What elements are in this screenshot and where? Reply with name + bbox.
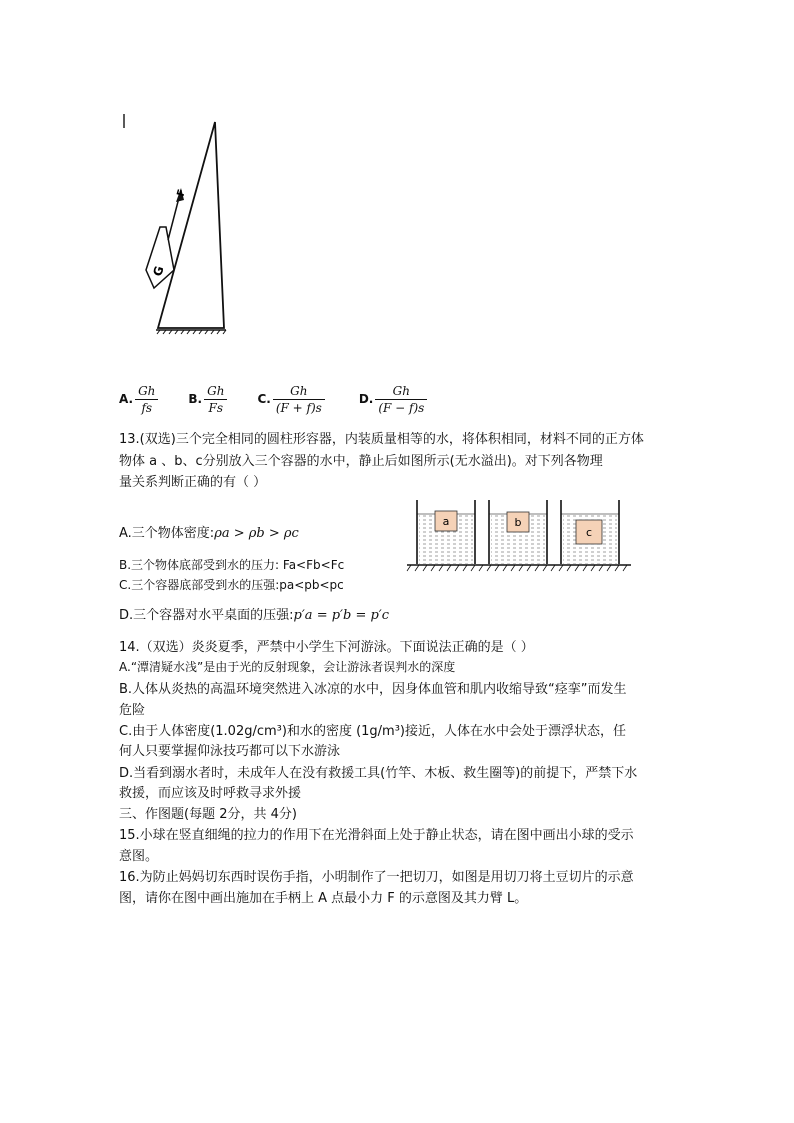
q16-line1: 16.为防止妈妈切东西时误伤手指，小明制作了一把切刀，如图是用切刀将土豆切片的示意 xyxy=(119,870,634,885)
table-surface xyxy=(407,565,631,571)
q14-option-d-line2: 救援，而应该及时呼救寻求外援 xyxy=(119,786,302,801)
section-heading: 三、作图题(每题 2分，共 4分) xyxy=(119,807,297,822)
q12-option-b xyxy=(188,384,227,415)
q14-option-c-line2: 何人只要掌握仰泳技巧都可以下水游泳 xyxy=(119,744,341,759)
option-label: B. xyxy=(188,392,203,406)
block-b-label: b xyxy=(514,516,522,529)
ground-hatching xyxy=(156,330,226,334)
q14-option-c-line1: C.由于人体密度(1.02g/cm³)和水的密度 (1g/m³)接近，人体在水中会处于漂浮状态，任 xyxy=(119,724,627,739)
force-label: F xyxy=(175,188,189,198)
block-c-label: c xyxy=(585,526,593,539)
incline-figure xyxy=(118,110,238,340)
q13-option-b: B.三个物体底部受到水的压力: Fa<Fb<Fc xyxy=(119,558,345,572)
pressure-formula: p′a = p′b = p′c xyxy=(293,608,390,623)
q13-stem-line1: 13.(双选)三个完全相同的圆柱形容器，内装质量相等的水，将体积相同，材料不同的正方体 xyxy=(119,432,644,447)
q13-stem-line2: 物体 a 、b、c分别放入三个容器的水中，静止后如图所示(无水溢出)。对下列各物理 xyxy=(119,454,603,469)
fraction: $\frac{Gh}{(F + f)s}$ xyxy=(273,384,325,415)
option-label: C. xyxy=(257,392,271,406)
q13-option-d: D.三个容器对水平桌面的压强:p′a = p′b = p′c xyxy=(119,608,390,623)
incline-triangle xyxy=(158,122,224,328)
fraction: $\frac{Gh}{Fs}$ xyxy=(204,384,227,415)
q12-option-c xyxy=(257,384,324,415)
fraction: $\frac{Gh}{fs}$ xyxy=(135,384,158,415)
block-on-incline xyxy=(146,227,174,288)
q12-option-d xyxy=(359,384,428,415)
q13-option-c: C.三个容器底部受到水的压强:pa<pb<pc xyxy=(119,578,344,592)
weight-label: G xyxy=(150,264,167,278)
density-formula: ρa > ρb > ρc xyxy=(214,526,299,541)
q14-option-b-line2: 危险 xyxy=(119,703,146,718)
q12-options xyxy=(119,376,427,422)
q14-option-d-line1: D.当看到溺水者时，未成年人在没有救援工具(竹竿、木板、救生圈等)的前提下，严禁下水 xyxy=(119,766,638,781)
fraction: $\frac{Gh}{(F - f)s}$ xyxy=(375,384,427,415)
option-label: D. xyxy=(358,392,374,406)
option-label: A. xyxy=(119,392,134,406)
container-c xyxy=(561,500,619,564)
q16-line2: 图，请你在图中画出施加在手柄上 A 点最小力 F 的示意图及其力臂 L。 xyxy=(119,891,528,906)
container-a xyxy=(417,500,475,564)
q14-option-a: A.“潭清疑水浅”是由于光的反射现象，会让游泳者误判水的深度 xyxy=(119,660,456,674)
q15-line1: 15.小球在竖直细绳的拉力的作用下在光滑斜面上处于静止状态，请在图中画出小球的受示 xyxy=(119,828,634,843)
q12-option-a xyxy=(119,384,158,415)
containers-figure xyxy=(405,498,635,574)
q14-stem: 14.（双选）炎炎夏季，严禁中小学生下河游泳。下面说法正确的是（ ） xyxy=(119,640,534,655)
container-b xyxy=(489,500,547,564)
q13-stem-line3: 量关系判断正确的有（ ） xyxy=(119,475,267,490)
q14-option-b-line1: B.人体从炎热的高温环境突然进入冰凉的水中，因身体血管和肌内收缩导致“痉挛”而发生 xyxy=(119,682,627,697)
q15-line2: 意图。 xyxy=(119,849,159,864)
q13-option-a: A.三个物体密度:ρa > ρb > ρc xyxy=(119,526,299,541)
block-a-label: a xyxy=(442,515,450,528)
